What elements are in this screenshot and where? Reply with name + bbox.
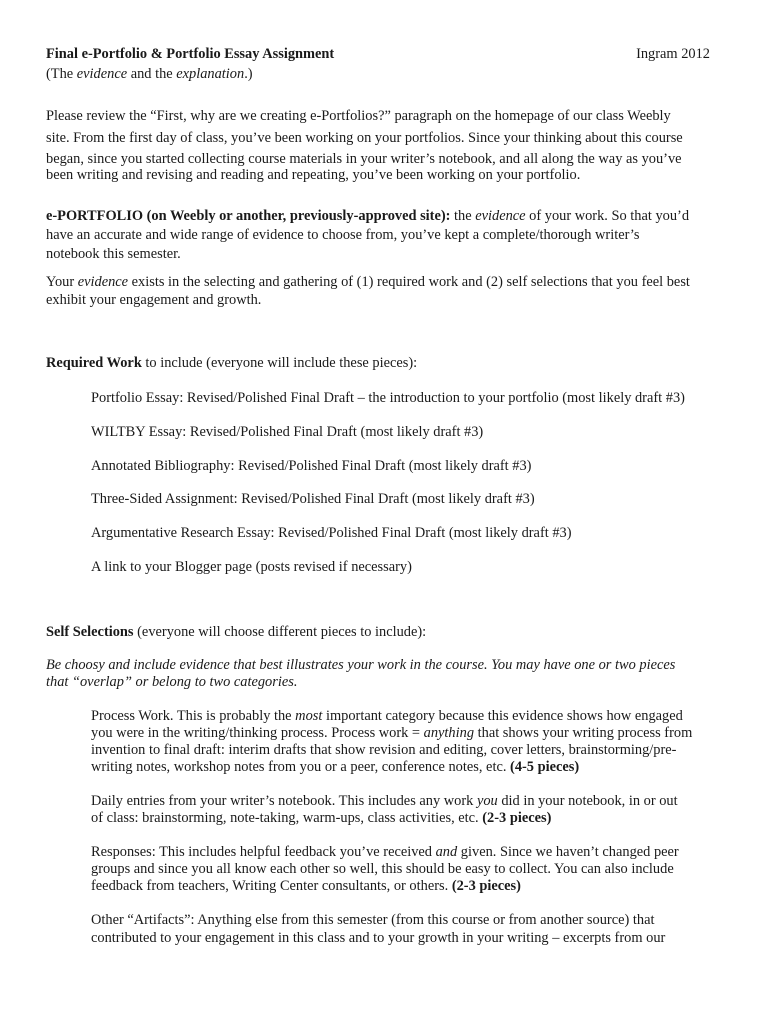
- required-work-heading: Required Work to include (everyone will include these pieces):: [46, 355, 418, 371]
- evidence-line: exhibit your engagement and growth.: [46, 292, 262, 308]
- required-item: Three-Sided Assignment: Revised/Polished Final Draft (most likely draft #3): [91, 491, 535, 507]
- intro-line: site. From the first day of class, you’ve been working on your portfolios. Since your thinking about this course: [46, 130, 683, 146]
- required-item: WILTBY Essay: Revised/Polished Final Draft (most likely draft #3): [91, 424, 484, 440]
- process-work-line: writing notes, workshop notes from you or a peer, conference notes, etc. (4-5 pieces): [91, 759, 580, 775]
- daily-entries-line: Daily entries from your writer’s notebook. This includes any work you did in your notebook, in or out: [91, 793, 678, 809]
- eportfolio-line: notebook this semester.: [46, 246, 181, 262]
- intro-line: Please review the “First, why are we creating e-Portfolios?” paragraph on the homepage of our class Weebly: [46, 108, 671, 124]
- process-work-line: you were in the writing/thinking process. Process work = anything that shows your writing process from: [91, 725, 693, 741]
- eportfolio-line: have an accurate and wide range of evidence to choose from, you’ve kept a complete/thorough writer’s: [46, 227, 640, 243]
- other-artifacts-line: Other “Artifacts”: Anything else from this semester (from this course or from another source) that: [91, 912, 655, 928]
- eportfolio-line: e-PORTFOLIO (on Weebly or another, previously-approved site): the evidence of your work. So that you’d: [46, 208, 690, 224]
- daily-entries-line: of class: brainstorming, note-taking, warm-ups, class activities, etc. (2-3 pieces): [91, 810, 552, 826]
- self-selections-note: Be choosy and include evidence that best illustrates your work in the course. You may have one or two pieces: [46, 657, 676, 673]
- process-work-line: Process Work. This is probably the most important category because this evidence shows how engaged: [91, 708, 683, 724]
- intro-line: began, since you started collecting course materials in your writer’s notebook, and all along the way as you’ve: [46, 151, 682, 167]
- required-item: Argumentative Research Essay: Revised/Polished Final Draft (most likely draft #3): [91, 525, 572, 541]
- evidence-line: Your evidence exists in the selecting and gathering of (1) required work and (2) self selections that you feel best: [46, 274, 690, 290]
- eportfolio-heading: e-PORTFOLIO (on Weebly or another, previously-approved site):: [46, 208, 451, 224]
- document-title: Final e-Portfolio & Portfolio Essay Assignment: [46, 46, 335, 62]
- intro-line: been writing and revising and reading and repeating, you’ve been working on your portfolio.: [46, 167, 581, 183]
- process-work-line: invention to final draft: interim drafts that show revision and editing, cover letters, brainstorming/pre-: [91, 742, 677, 758]
- required-item: A link to your Blogger page (posts revised if necessary): [91, 559, 412, 575]
- responses-line: Responses: This includes helpful feedback you’ve received and given. Since we haven’t changed peer: [91, 844, 679, 860]
- author-year: Ingram 2012: [636, 46, 710, 62]
- responses-line: feedback from teachers, Writing Center consultants, or others. (2-3 pieces): [91, 878, 521, 894]
- required-item: Annotated Bibliography: Revised/Polished Final Draft (most likely draft #3): [91, 458, 532, 474]
- self-selections-note: that “overlap” or belong to two categories.: [46, 674, 298, 690]
- self-selections-heading: Self Selections (everyone will choose different pieces to include):: [46, 624, 427, 640]
- responses-line: groups and since you all know each other so well, this should be easy to collect. You can also include: [91, 861, 674, 877]
- other-artifacts-line: contributed to your engagement in this class and to your growth in your writing – excerpts from our: [91, 930, 666, 946]
- required-item: Portfolio Essay: Revised/Polished Final Draft – the introduction to your portfolio (most likely draft #3): [91, 390, 685, 406]
- document-subtitle: (The evidence and the explanation.): [46, 66, 253, 82]
